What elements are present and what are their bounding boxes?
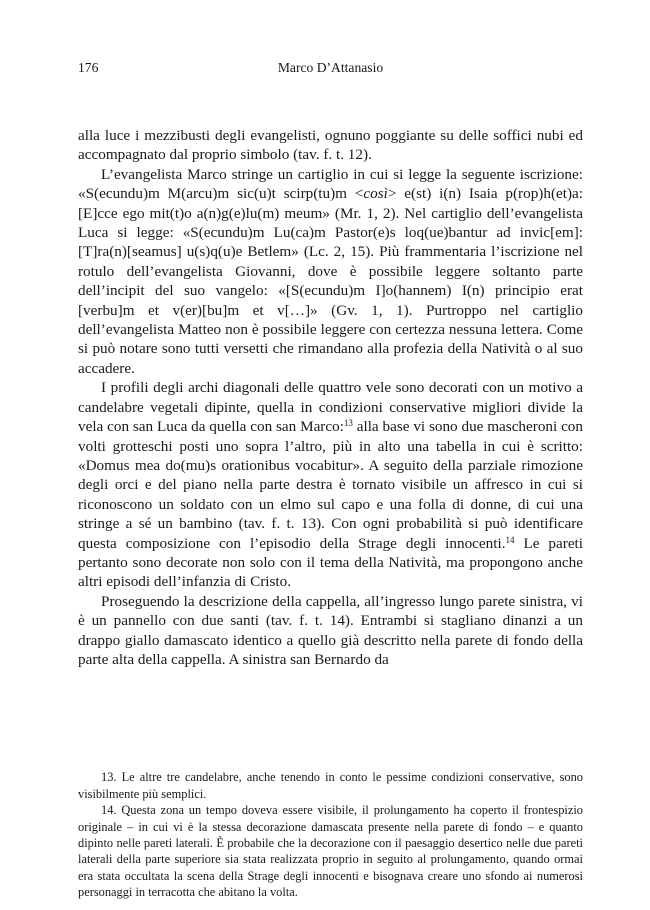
page-number: 176 [78, 60, 99, 75]
running-title: Marco D’Attanasio [277, 60, 384, 75]
footnote-ref-14[interactable]: 14 [505, 534, 515, 545]
paragraph-2 [78, 165, 583, 378]
paragraph-2-text-b: > e(st) i(n) Isaia p(rop)h(et)a: [E]cce ego mit(t)o a(n)g(e)lu(m) meum» (Mr. 1, 2). Nel cartiglio dell’evangelista Luca si legge: «S(ecundu)m Lu(ca)m Pastor(e)s loq(ue)bantur ad invic[em]: [T]ra(n)[seamus] u(s)q(u)e Betlem» (Lc. 2, 15). Più frammentaria l’iscrizione nel rotulo dell’evangelista Giovanni, dove è possibile leggere soltanto parte dell’incipit del suo vangelo: «[S(ecundu)m I]o(hannem) I(n) principio erat [verbu]m et v(er)[bu]m et v[…]» (Gv. 1, 1). Purtroppo nel cartiglio dell’evangelista Matteo non è possibile leggere con certezza nessuna lettera. Come si può notare sono tutti versetti che rimandano alla profezia della Natività o al suo accadere. [78, 185, 583, 377]
paragraph-3-text-a: I profili degli archi diagonali delle quattro vele sono decorati con un motivo a candelabre vegetali dipinte, quella in condizioni conservative migliori divide la vela con san Luca da quella con san Marco: [78, 379, 583, 436]
footnote-14: 14. Questa zona un tempo doveva essere visibile, il prolungamento ha coperto il frontespizio originale – in cui vi è la stessa decorazione damascata presente nella parete di fondo – e quanto dipinto nelle pareti laterali. È probabile che la decorazione con il paesaggio desertico nelle due pareti laterali della parte superiore sia stata realizzata proprio in seguito al prolungamento, quando ormai era stata occultata la scena della Strage degli innocenti e bisognava creare uno sfondo ai numerosi personaggi in terracotta che abitano la volta. [78, 803, 583, 900]
paragraph-4: Proseguendo la descrizione della cappella, all’ingresso lungo parete sinistra, vi è un pannello con due santi (tav. f. t. 14). Entrambi si stagliano dinanzi a un drappo giallo damascato identico a quello già descritto nella parete di fondo della parte alta della cappella. A sinistra san Bernardo da [78, 592, 583, 668]
paragraph-3-text-c: Le pareti pertanto sono decorate non solo con il tema della Natività, ma propongono anche altri episodi dell’infanzia di Cristo. [78, 534, 583, 591]
footnote-ref-13[interactable]: 13 [343, 418, 353, 429]
paragraph-2-text-a: L’evangelista Marco stringe un cartiglio in cui si legge la seguente iscrizione: «S(ecundu)m M(arcu)m sic(u)t scirp(tu)m < [78, 165, 583, 203]
paragraph-2-italic: così [363, 185, 388, 203]
book-page [78, 60, 583, 901]
body-text [78, 126, 583, 669]
running-head [78, 60, 583, 80]
footnote-13: 13. Le altre tre candelabre, anche tenendo in conto le pessime condizioni conservative, sono visibilmente più semplici. [78, 770, 583, 801]
paragraph-1: alla luce i mezzibusti degli evangelisti, ognuno poggiante su delle soffici nubi ed accompagnato dal proprio simbolo (tav. f. t. 12). [78, 127, 583, 164]
paragraph-3-text-b: alla base vi sono due mascheroni con volti grotteschi posti uno sopra l’altro, più in alto una tabella in cui è scritto: «Domus mea do(mu)s orationibus vocabitur». A seguito della parziale rimozione degli orci e del piano nella parte destra è tornato visibile un affresco in cui si riconoscono un soldato con un elmo sul capo e una folla di donne, di cui una stringe a sé un bambino (tav. f. t. 13). Con ogni probabilità si può identificare questa composizione con l’episodio della Strage degli innocenti. [78, 418, 583, 552]
footnotes [78, 769, 583, 900]
paragraph-3 [78, 378, 583, 591]
